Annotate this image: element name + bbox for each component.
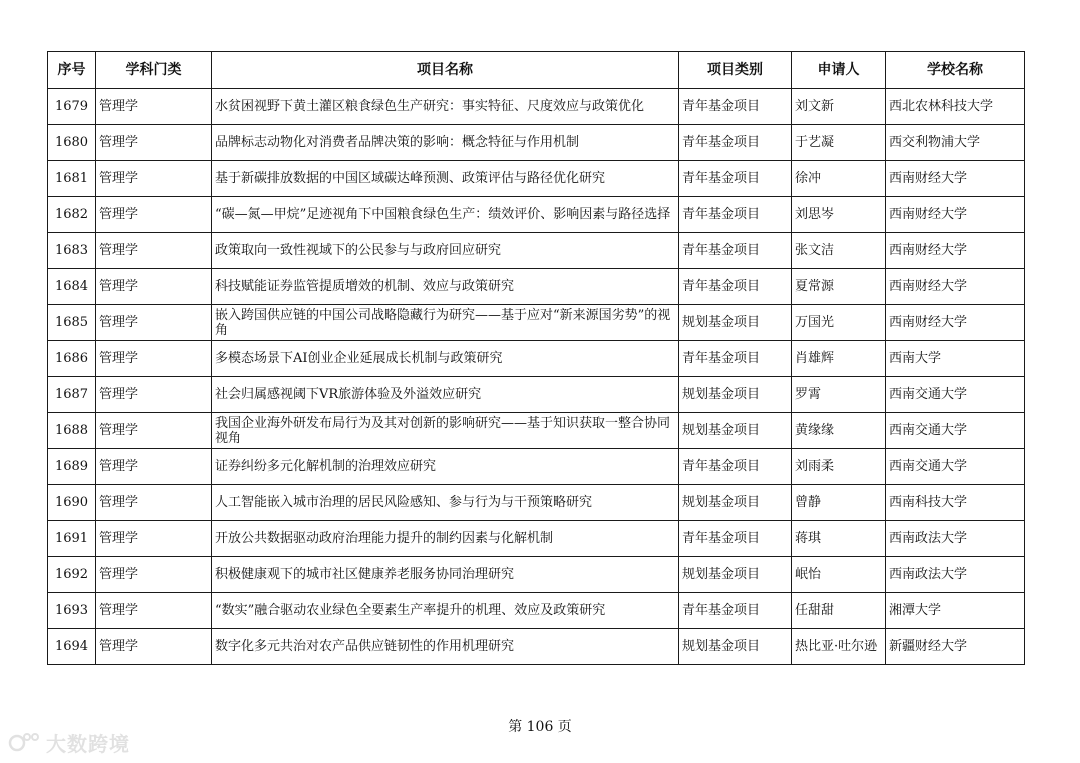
- table-row: [48, 233, 1025, 269]
- table-row: [48, 557, 1025, 593]
- watermark-text: 大数跨境: [46, 731, 130, 756]
- cell-project-type: 规划基金项目: [679, 305, 792, 341]
- header-project: 项目名称: [212, 52, 679, 89]
- cell-project-name: 证券纠纷多元化解机制的治理效应研究: [212, 449, 679, 485]
- cell-discipline: 管理学: [96, 341, 212, 377]
- cell-seq: 1690: [48, 485, 96, 521]
- cell-seq: 1687: [48, 377, 96, 413]
- cell-school: 西南财经大学: [886, 305, 1025, 341]
- cell-applicant: 张文洁: [792, 233, 886, 269]
- cell-school: 西南政法大学: [886, 521, 1025, 557]
- header-row: [48, 52, 1025, 89]
- cell-school: 西南财经大学: [886, 161, 1025, 197]
- table-row: [48, 269, 1025, 305]
- table-row: [48, 629, 1025, 665]
- cell-project-type: 青年基金项目: [679, 197, 792, 233]
- cell-project-name: 科技赋能证券监管提质增效的机制、效应与政策研究: [212, 269, 679, 305]
- cell-project-name: “数实”融合驱动农业绿色全要素生产率提升的机理、效应及政策研究: [212, 593, 679, 629]
- table-row: [48, 377, 1025, 413]
- cell-applicant: 任甜甜: [792, 593, 886, 629]
- cell-applicant: 岷怡: [792, 557, 886, 593]
- cell-project-name: 多模态场景下AI创业企业延展成长机制与政策研究: [212, 341, 679, 377]
- cell-project-name: 基于新碳排放数据的中国区域碳达峰预测、政策评估与路径优化研究: [212, 161, 679, 197]
- cell-school: 西北农林科技大学: [886, 89, 1025, 125]
- cell-seq: 1682: [48, 197, 96, 233]
- cell-applicant: 热比亚·吐尔逊: [792, 629, 886, 665]
- cell-project-type: 青年基金项目: [679, 89, 792, 125]
- cell-project-type: 青年基金项目: [679, 341, 792, 377]
- cell-project-name: “碳—氮—甲烷”足迹视角下中国粮食绿色生产：绩效评价、影响因素与路径选择: [212, 197, 679, 233]
- cell-seq: 1689: [48, 449, 96, 485]
- cell-project-type: 青年基金项目: [679, 161, 792, 197]
- cell-applicant: 蒋琪: [792, 521, 886, 557]
- cell-school: 西南交通大学: [886, 413, 1025, 449]
- cell-applicant: 徐冲: [792, 161, 886, 197]
- cell-seq: 1694: [48, 629, 96, 665]
- table-row: [48, 521, 1025, 557]
- cell-seq: 1692: [48, 557, 96, 593]
- header-seq: 序号: [48, 52, 96, 89]
- table-row: [48, 341, 1025, 377]
- cell-applicant: 肖雄辉: [792, 341, 886, 377]
- cell-project-type: 青年基金项目: [679, 449, 792, 485]
- cell-discipline: 管理学: [96, 233, 212, 269]
- cell-seq: 1688: [48, 413, 96, 449]
- cell-discipline: 管理学: [96, 197, 212, 233]
- cell-seq: 1691: [48, 521, 96, 557]
- cell-project-name: 社会归属感视阈下VR旅游体验及外溢效应研究: [212, 377, 679, 413]
- cell-school: 西南交通大学: [886, 449, 1025, 485]
- cell-project-name: 数字化多元共治对农产品供应链韧性的作用机理研究: [212, 629, 679, 665]
- cell-project-name: 水贫困视野下黄土灌区粮食绿色生产研究：事实特征、尺度效应与政策优化: [212, 89, 679, 125]
- cell-project-type: 青年基金项目: [679, 593, 792, 629]
- cell-applicant: 刘文新: [792, 89, 886, 125]
- cell-seq: 1680: [48, 125, 96, 161]
- table-row: [48, 305, 1025, 341]
- cell-project-name: 品牌标志动物化对消费者品牌决策的影响：概念特征与作用机制: [212, 125, 679, 161]
- cell-project-type: 规划基金项目: [679, 485, 792, 521]
- cell-project-name: 开放公共数据驱动政府治理能力提升的制约因素与化解机制: [212, 521, 679, 557]
- header-school: 学校名称: [886, 52, 1025, 89]
- watermark: [8, 727, 130, 757]
- cell-discipline: 管理学: [96, 521, 212, 557]
- projects-table: [47, 51, 1025, 665]
- cell-project-name: 积极健康观下的城市社区健康养老服务协同治理研究: [212, 557, 679, 593]
- cell-discipline: 管理学: [96, 125, 212, 161]
- cell-project-type: 规划基金项目: [679, 557, 792, 593]
- cell-project-type: 青年基金项目: [679, 233, 792, 269]
- cell-applicant: 罗霄: [792, 377, 886, 413]
- cell-project-name: 嵌入跨国供应链的中国公司战略隐藏行为研究——基于应对“新来源国劣势”的视角: [212, 305, 679, 341]
- table-row: [48, 161, 1025, 197]
- cell-applicant: 夏常源: [792, 269, 886, 305]
- cell-discipline: 管理学: [96, 305, 212, 341]
- cell-seq: 1679: [48, 89, 96, 125]
- table-row: [48, 197, 1025, 233]
- cell-project-type: 规划基金项目: [679, 413, 792, 449]
- cell-school: 西南财经大学: [886, 197, 1025, 233]
- cell-discipline: 管理学: [96, 557, 212, 593]
- cell-project-name: 政策取向一致性视域下的公民参与与政府回应研究: [212, 233, 679, 269]
- cell-seq: 1685: [48, 305, 96, 341]
- cell-project-type: 青年基金项目: [679, 269, 792, 305]
- page-number: 第 106 页: [508, 719, 572, 735]
- cell-applicant: 刘雨柔: [792, 449, 886, 485]
- table-row: [48, 449, 1025, 485]
- cell-project-type: 青年基金项目: [679, 521, 792, 557]
- cell-seq: 1686: [48, 341, 96, 377]
- cell-applicant: 于艺凝: [792, 125, 886, 161]
- header-type: 项目类别: [679, 52, 792, 89]
- cell-school: 西南交通大学: [886, 377, 1025, 413]
- cell-discipline: 管理学: [96, 377, 212, 413]
- cell-discipline: 管理学: [96, 593, 212, 629]
- cell-discipline: 管理学: [96, 89, 212, 125]
- cell-discipline: 管理学: [96, 161, 212, 197]
- cell-school: 新疆财经大学: [886, 629, 1025, 665]
- brand-logo-icon: [8, 729, 42, 755]
- cell-school: 西南大学: [886, 341, 1025, 377]
- cell-applicant: 黄缘缘: [792, 413, 886, 449]
- table-row: [48, 485, 1025, 521]
- header-discipline: 学科门类: [96, 52, 212, 89]
- cell-project-type: 规划基金项目: [679, 377, 792, 413]
- cell-project-type: 青年基金项目: [679, 125, 792, 161]
- cell-discipline: 管理学: [96, 485, 212, 521]
- cell-seq: 1693: [48, 593, 96, 629]
- cell-school: 湘潭大学: [886, 593, 1025, 629]
- cell-school: 西交利物浦大学: [886, 125, 1025, 161]
- header-applicant: 申请人: [792, 52, 886, 89]
- cell-discipline: 管理学: [96, 269, 212, 305]
- table-row: [48, 413, 1025, 449]
- cell-applicant: 曾静: [792, 485, 886, 521]
- table-row: [48, 593, 1025, 629]
- cell-discipline: 管理学: [96, 413, 212, 449]
- cell-school: 西南科技大学: [886, 485, 1025, 521]
- cell-project-type: 规划基金项目: [679, 629, 792, 665]
- cell-applicant: 刘思岑: [792, 197, 886, 233]
- cell-school: 西南财经大学: [886, 233, 1025, 269]
- cell-project-name: 我国企业海外研发布局行为及其对创新的影响研究——基于知识获取一整合协同视角: [212, 413, 679, 449]
- cell-seq: 1684: [48, 269, 96, 305]
- cell-school: 西南政法大学: [886, 557, 1025, 593]
- cell-seq: 1681: [48, 161, 96, 197]
- table-body: [48, 89, 1025, 665]
- cell-discipline: 管理学: [96, 629, 212, 665]
- table-row: [48, 125, 1025, 161]
- cell-applicant: 万国光: [792, 305, 886, 341]
- cell-seq: 1683: [48, 233, 96, 269]
- table-row: [48, 89, 1025, 125]
- cell-school: 西南财经大学: [886, 269, 1025, 305]
- cell-project-name: 人工智能嵌入城市治理的居民风险感知、参与行为与干预策略研究: [212, 485, 679, 521]
- cell-discipline: 管理学: [96, 449, 212, 485]
